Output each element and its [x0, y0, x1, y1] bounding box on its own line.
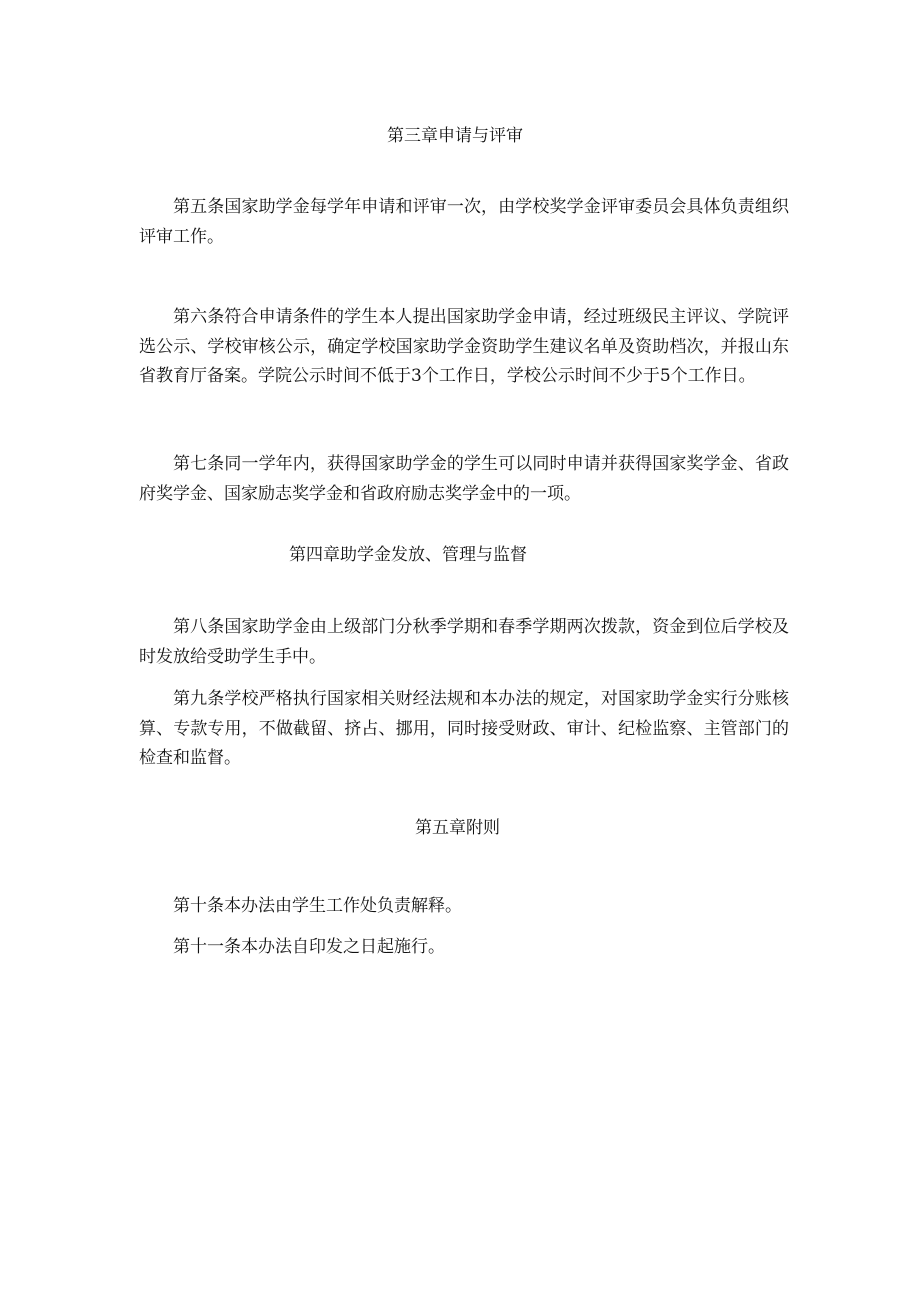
article-10: 第十条本办法由学生工作处负责解释。 [173, 896, 462, 916]
article-9: 第九条学校严格执行国家相关财经法规和本办法的规定，对国家助学金实行分账核算、专款专用，不做截留、挤占、挪用，同时接受财政、审计、纪检监察、主管部门的检查和监督。 [139, 689, 789, 768]
chapter-4-title: 第四章助学金发放、管理与监督 [289, 545, 527, 565]
chapter-3-title: 第三章申请与评审 [387, 126, 523, 146]
article-5: 第五条国家助学金每学年申请和评审一次，由学校奖学金评审委员会具体负责组织评审工作。 [139, 197, 789, 247]
article-6: 第六条符合申请条件的学生本人提出国家助学金申请，经过班级民主评议、学院评选公示、学校审核公示，确定学校国家助学金资助学生建议名单及资助档次，并报山东省教育厅备案。学院公示时间不低于3个工作日，学校公示时间不少于5个工作日。 [139, 307, 789, 386]
article-11: 第十一条本办法自印发之日起施行。 [173, 937, 445, 957]
article-7: 第七条同一学年内，获得国家助学金的学生可以同时申请并获得国家奖学金、省政府奖学金、国家励志奖学金和省政府励志奖学金中的一项。 [139, 454, 789, 504]
article-8: 第八条国家助学金由上级部门分秋季学期和春季学期两次拨款，资金到位后学校及时发放给受助学生手中。 [139, 617, 789, 667]
chapter-5-title: 第五章附则 [415, 818, 500, 838]
